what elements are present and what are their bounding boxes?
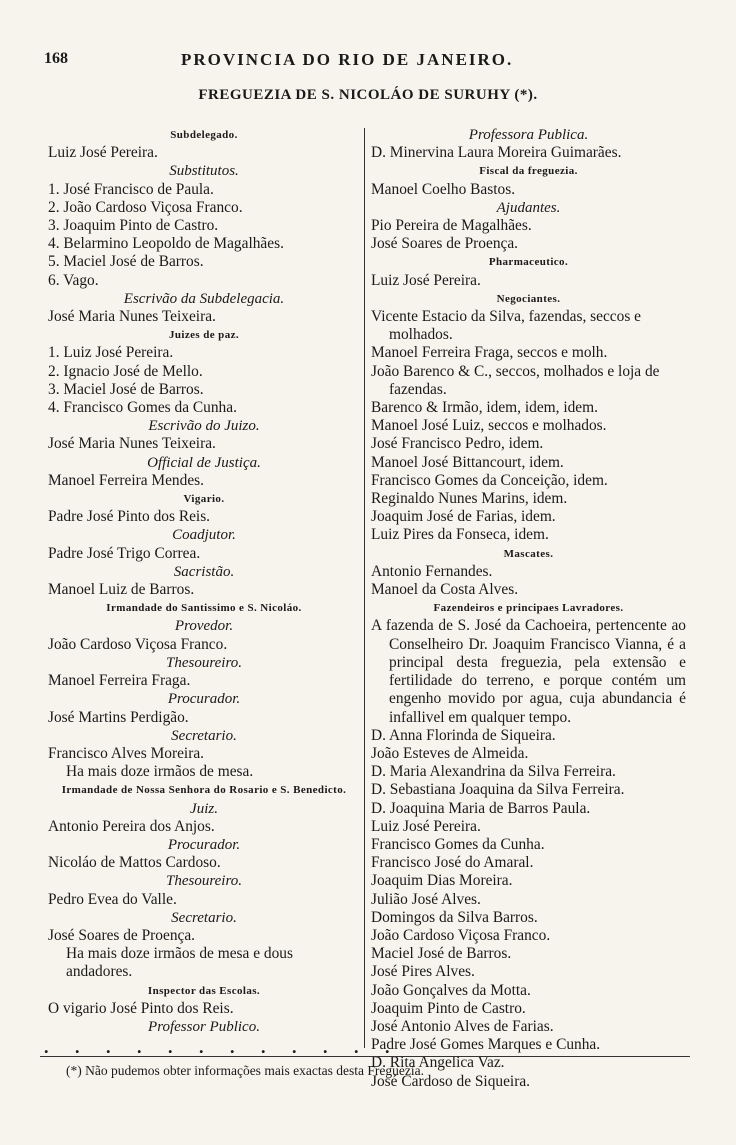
entry-line: 6. Vago.: [48, 271, 99, 289]
entry-line: José Francisco Pedro, idem.: [371, 435, 544, 453]
section-heading: Pharmaceutico.: [488, 256, 569, 269]
entry-line: D. Sebastiana Joaquina da Silva Ferreira.: [371, 781, 625, 799]
role-title: Escrivão do Juizo.: [148, 418, 260, 435]
entry-line: Pio Pereira de Magalhães.: [371, 217, 532, 235]
role-title: Substitutos.: [169, 163, 239, 180]
entry-paragraph: Ha mais doze irmãos de mesa e dous andadores.: [66, 945, 293, 981]
entry-line: Antonio Fernandes.: [371, 562, 493, 580]
entry-line: Joaquim Pinto de Castro.: [371, 999, 526, 1017]
entry-line: José Pires Alves.: [371, 963, 475, 981]
entry-line: Domingos da Silva Barros.: [371, 908, 538, 926]
entry-line: Luiz José Pereira.: [48, 144, 158, 162]
entry-line: Manoel Ferreira Mendes.: [48, 471, 204, 489]
role-title: Official de Justiça.: [147, 454, 261, 471]
entry-line: Francisco José do Amaral.: [371, 854, 534, 872]
entry-line: 4. Francisco Gomes da Cunha.: [48, 399, 237, 417]
entry-line: D. Minervina Laura Moreira Guimarães.: [371, 144, 622, 162]
entry-line: João Esteves de Almeida.: [371, 744, 529, 762]
footnote: (*) Não pudemos obter informações mais exactas desta Freguezia.: [66, 1063, 424, 1078]
entry-line: Julião José Alves.: [371, 890, 481, 908]
entry-line: Manoel da Costa Alves.: [371, 581, 519, 599]
entry-line: José Soares de Proença.: [48, 926, 196, 944]
entry-line: 5. Maciel José de Barros.: [48, 253, 204, 271]
entry-line: Manoel José Luiz, seccos e molhados.: [371, 417, 607, 435]
entry-line: 1. Luiz José Pereira.: [48, 344, 174, 362]
role-title: Thesoureiro.: [166, 873, 242, 890]
entry-line: José Antonio Alves de Farias.: [371, 1017, 554, 1035]
role-title: Professora Publica.: [468, 127, 589, 143]
role-title: Provedor.: [174, 618, 234, 635]
entry-line: Luiz José Pereira.: [371, 271, 481, 289]
role-title: Professor Publico.: [148, 1018, 260, 1035]
section-heading: Subdelegado.: [170, 129, 238, 141]
entry-line: Manoel Ferreira Fraga.: [48, 672, 191, 690]
entry-line: Luiz Pires da Fonseca, idem.: [371, 526, 549, 544]
entry-line: José Soares de Proença.: [371, 235, 519, 253]
entry-line: João Cardoso Viçosa Franco.: [371, 926, 551, 944]
entry-line: João Cardoso Viçosa Franco.: [48, 635, 228, 653]
section-heading: Irmandade de Nossa Senhora do Rosario e S. Benedicto.: [61, 784, 347, 797]
entry-line: D. Joaquina Maria de Barros Paula.: [371, 799, 591, 817]
section-heading: Inspector das Escolas.: [147, 984, 261, 997]
entry-line: Antonio Pereira dos Anjos.: [48, 817, 215, 835]
section-heading: Mascates.: [503, 547, 554, 560]
entry-line: José Maria Nunes Teixeira.: [48, 435, 216, 453]
entry-line: José Maria Nunes Teixeira.: [48, 308, 216, 326]
entry-line: Padre José Trigo Correa.: [48, 544, 201, 562]
entry-line: José Cardoso de Siqueira.: [371, 1072, 531, 1090]
entry-line: D. Rita Angelica Vaz.: [371, 1054, 505, 1072]
entry-line: Luiz José Pereira.: [371, 817, 481, 835]
entry-line: 2. Ignacio José de Mello.: [48, 362, 203, 380]
role-title: Thesoureiro.: [166, 654, 242, 671]
entry-line: Manoel Coelho Bastos.: [371, 180, 516, 198]
entry-line: João Barenco & C., seccos, molhados e loja de fazendas.: [371, 362, 660, 398]
entry-line: 2. João Cardoso Viçosa Franco.: [48, 198, 243, 216]
left-column: [48, 126, 360, 1036]
entry-line: Manoel José Bittancourt, idem.: [371, 453, 564, 471]
right-column: [371, 126, 686, 1091]
section-heading: Fiscal da freguezia.: [479, 165, 578, 178]
entry-paragraph: A fazenda de S. José da Cachoeira, pertencente ao Conselheiro Dr. Joaquim Francisco Vianna, é a principal desta freguezia, pela extensão e fertilidade do terreno, e porque contém um engenho movido por agua, cuja abundancia é infallivel em qualquer tempo.: [371, 617, 686, 726]
entry-line: Maciel José de Barros.: [371, 945, 512, 963]
role-title: Escrivão da Subdelegacia.: [123, 290, 285, 307]
role-title: Procurador.: [167, 836, 241, 853]
role-title: Secretario.: [171, 727, 237, 744]
entry-line: Francisco Gomes da Cunha.: [371, 835, 545, 853]
entry-line: D. Anna Florinda de Siqueira.: [371, 726, 556, 744]
section-heading: Juizes de paz.: [168, 329, 240, 342]
role-title: Sacristão.: [173, 563, 235, 580]
entry-line: Joaquim Dias Moreira.: [371, 872, 513, 890]
role-title: Secretario.: [171, 909, 237, 926]
entry-line: 1. José Francisco de Paula.: [48, 180, 214, 198]
column-divider: [364, 128, 365, 1048]
page-header: [44, 44, 564, 74]
role-title: Coadjutor.: [172, 527, 236, 544]
dotted-leader: . . . . . . . . . . . .: [44, 1037, 401, 1057]
entry-line: Joaquim José de Farias, idem.: [371, 508, 556, 526]
section-heading: Irmandade do Santissimo e S. Nicoláo.: [106, 602, 302, 615]
role-title: Procurador.: [167, 691, 241, 708]
entry-line: Nicoláo de Mattos Cardoso.: [48, 854, 221, 872]
section-heading: Negociantes.: [496, 292, 561, 305]
entry-line: José Martins Perdigão.: [48, 708, 189, 726]
section-heading: Fazendeiros e principaes Lavradores.: [433, 602, 624, 615]
entry-line: Reginaldo Nunes Marins, idem.: [371, 490, 568, 508]
entry-line: D. Maria Alexandrina da Silva Ferreira.: [371, 763, 616, 781]
entry-line: Manoel Ferreira Fraga, seccos e molh.: [371, 344, 608, 362]
section-heading: Vigario.: [183, 493, 225, 506]
entry-line: João Gonçalves da Motta.: [371, 981, 531, 999]
role-title: Ajudantes.: [496, 199, 561, 216]
running-title: PROVINCIA DO RIO DE JANEIRO.: [181, 50, 514, 69]
entry-line: Vicente Estacio da Silva, fazendas, seccos e molhados.: [371, 308, 642, 344]
entry-line: Pedro Evea do Valle.: [48, 890, 177, 908]
entry-line: Ha mais doze irmãos de mesa.: [66, 763, 254, 781]
entry-line: Padre José Gomes Marques e Cunha.: [371, 1036, 601, 1054]
entry-line: Barenco & Irmão, idem, idem, idem.: [371, 399, 598, 417]
entry-line: Francisco Alves Moreira.: [48, 744, 205, 762]
entry-line: Manoel Luiz de Barros.: [48, 581, 195, 599]
entry-line: O vigario José Pinto dos Reis.: [48, 999, 234, 1017]
entry-line: 3. Maciel José de Barros.: [48, 380, 204, 398]
entry-line: Francisco Gomes da Conceição, idem.: [371, 471, 608, 489]
footnote-rule: [40, 1056, 690, 1057]
section-title: FREGUEZIA DE S. NICOLÁO DE SURUHY (*).: [198, 87, 538, 103]
role-title: Juiz.: [190, 800, 218, 817]
page-number: 168: [44, 50, 68, 67]
entry-line: 4. Belarmino Leopoldo de Magalhães.: [48, 235, 284, 253]
entry-line: Padre José Pinto dos Reis.: [48, 508, 211, 526]
entry-line: 3. Joaquim Pinto de Castro.: [48, 217, 219, 235]
